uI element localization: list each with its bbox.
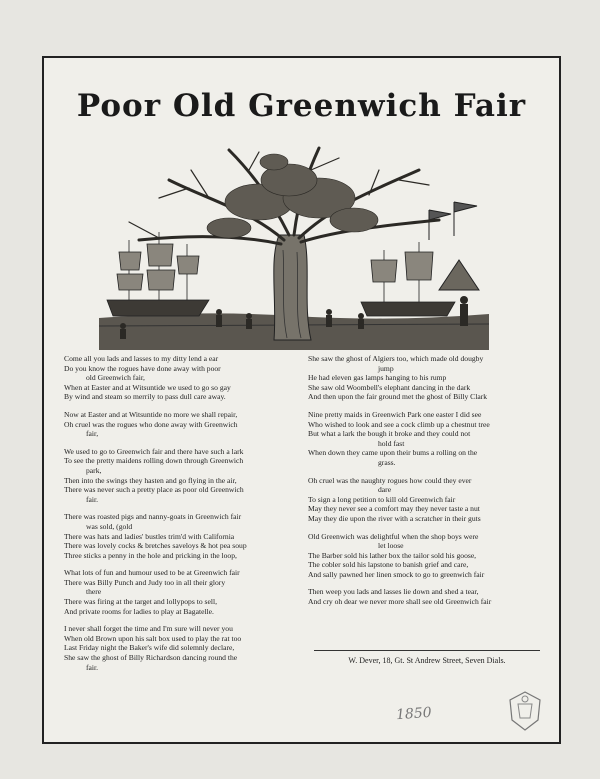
verse-line: I never shall forget the time and I'm sure will never you xyxy=(64,624,233,634)
broadside-sheet xyxy=(42,56,561,744)
verse-line: She saw old Woombell's elephant dancing in the dark xyxy=(308,382,471,392)
stanza xyxy=(64,410,302,439)
verse-line: There was hats and ladies' bustles trim'd with California xyxy=(64,531,235,541)
verse-line: Old Greenwich was delightful when the shop boys were xyxy=(308,531,479,541)
stanza xyxy=(64,512,302,560)
ship-left xyxy=(107,232,209,316)
verse-line: fair. xyxy=(86,662,99,672)
stanza xyxy=(64,354,302,402)
verse-line: When old Brown upon his salt box used to play the rat too xyxy=(64,633,242,643)
verse-line: There was lovely cocks & bretches saveloys & hot pea soup xyxy=(64,541,247,551)
woodcut-illustration xyxy=(99,140,489,350)
verse-line: Last Friday night the Baker's wife did solemnly declare, xyxy=(64,643,235,653)
verse-line: grass. xyxy=(378,457,396,467)
printer-imprint: W. Dever, 18, Gt. St Andrew Street, Seven Dials. xyxy=(348,656,506,665)
verse-line: There was roasted pigs and nanny-goats in Greenwich fair xyxy=(64,512,242,522)
verse-line: What lots of fun and humour used to be at Greenwich fair xyxy=(64,568,240,578)
verse-line: By wind and steam so merrily to pass dull care away. xyxy=(64,392,226,402)
stanza xyxy=(308,476,544,524)
verse-line: Come all you lads and lasses to my ditty lend a ear xyxy=(64,354,219,363)
library-stamp-icon xyxy=(506,690,544,732)
verse-line: Then into the swings they hasten and go flying in the air, xyxy=(64,475,237,485)
verse-line: May they die upon the river with a scratcher in their guts xyxy=(308,513,481,523)
verse-line: May they never see a comfort may they never taste a nut xyxy=(308,504,480,514)
verse-line: When at Easter and at Witsuntide we used to go so gay xyxy=(64,382,231,392)
verse-line: And sally pawned her linen smock to go to greenwich fair xyxy=(308,569,485,579)
page-title: Poor Old Greenwich Fair xyxy=(76,88,527,124)
verse-line: He had eleven gas lamps hanging to his rump xyxy=(308,373,447,383)
verse-line: Three sticks a penny in the hole and pricking in the loop, xyxy=(64,550,237,560)
verse-line: Oh cruel was the naughty rogues how could they ever xyxy=(308,475,472,485)
stanza xyxy=(308,410,544,468)
verse-line: there xyxy=(86,587,102,597)
verse-line: old Greenwich fair, xyxy=(86,373,145,383)
verse-line: park, xyxy=(86,465,102,475)
verse-line: There was Billy Punch and Judy too in all their glory xyxy=(64,577,226,587)
verse-line: There was never such a pretty place as poor old Greenwich xyxy=(64,485,244,495)
verse-line: She saw the ghost of Billy Richardson dancing round the xyxy=(64,653,238,663)
stanza xyxy=(308,354,544,402)
verse-line: Who wished to look and see a cock climb up a chestnut tree xyxy=(308,419,490,429)
verse-line: fair, xyxy=(86,429,99,439)
verse-line: When down they came upon their bums a rolling on the xyxy=(308,448,478,458)
verse-line: And private rooms for ladies to play at Bagatelle. xyxy=(64,606,214,616)
divider xyxy=(314,650,540,651)
stanza xyxy=(308,587,544,606)
verse-line: let loose xyxy=(378,541,404,551)
verse-line: The Barber sold his lather box the tailor sold his goose, xyxy=(308,550,477,560)
verse-column-right xyxy=(308,354,544,615)
verse-line: There was firing at the target and lollypops to sell, xyxy=(64,597,217,607)
verse-line: She saw the ghost of Algiers too, which made old dougby xyxy=(308,354,484,363)
verse-line: hold fast xyxy=(378,438,405,448)
verse-line: And cry oh dear we never more shall see old Greenwich fair xyxy=(308,597,492,607)
verse-line: To sign a long petition to kill old Greenwich fair xyxy=(308,494,456,504)
verse-line: Oh cruel was the rogues who done away with Greenwich xyxy=(64,419,238,429)
verse-line: Nine pretty maids in Greenwich Park one easter I did see xyxy=(308,409,482,419)
verse-line: And then upon the fair ground met the ghost of Billy Clark xyxy=(308,392,488,402)
ship-right xyxy=(361,242,455,316)
verse-line: Do you know the rogues have done away with poor xyxy=(64,363,221,373)
verse-line: jump xyxy=(378,363,394,373)
verse-line: dare xyxy=(378,485,392,495)
verse-line: We used to go to Greenwich fair and there have such a lark xyxy=(64,446,244,456)
handwritten-date: 1850 xyxy=(395,704,433,724)
verse-line: was sold, (gold xyxy=(86,521,133,531)
stanza xyxy=(64,624,302,672)
verse-line: The cobler sold his lapstone to banish grief and care, xyxy=(308,560,469,570)
verse-line: Now at Easter and at Witsuntide no more we shall repair, xyxy=(64,409,238,419)
stanza xyxy=(64,568,302,616)
verse-line: To see the pretty maidens rolling down through Greenwich xyxy=(64,456,244,466)
verse-line: Then weep you lads and lasses lie down and shed a tear, xyxy=(308,587,479,597)
stanza xyxy=(64,447,302,505)
verse-line: But what a lark the bough it broke and they could not xyxy=(308,429,471,439)
verse-line: fair. xyxy=(86,494,99,504)
stanza xyxy=(308,532,544,580)
verse-column-left xyxy=(64,354,302,680)
